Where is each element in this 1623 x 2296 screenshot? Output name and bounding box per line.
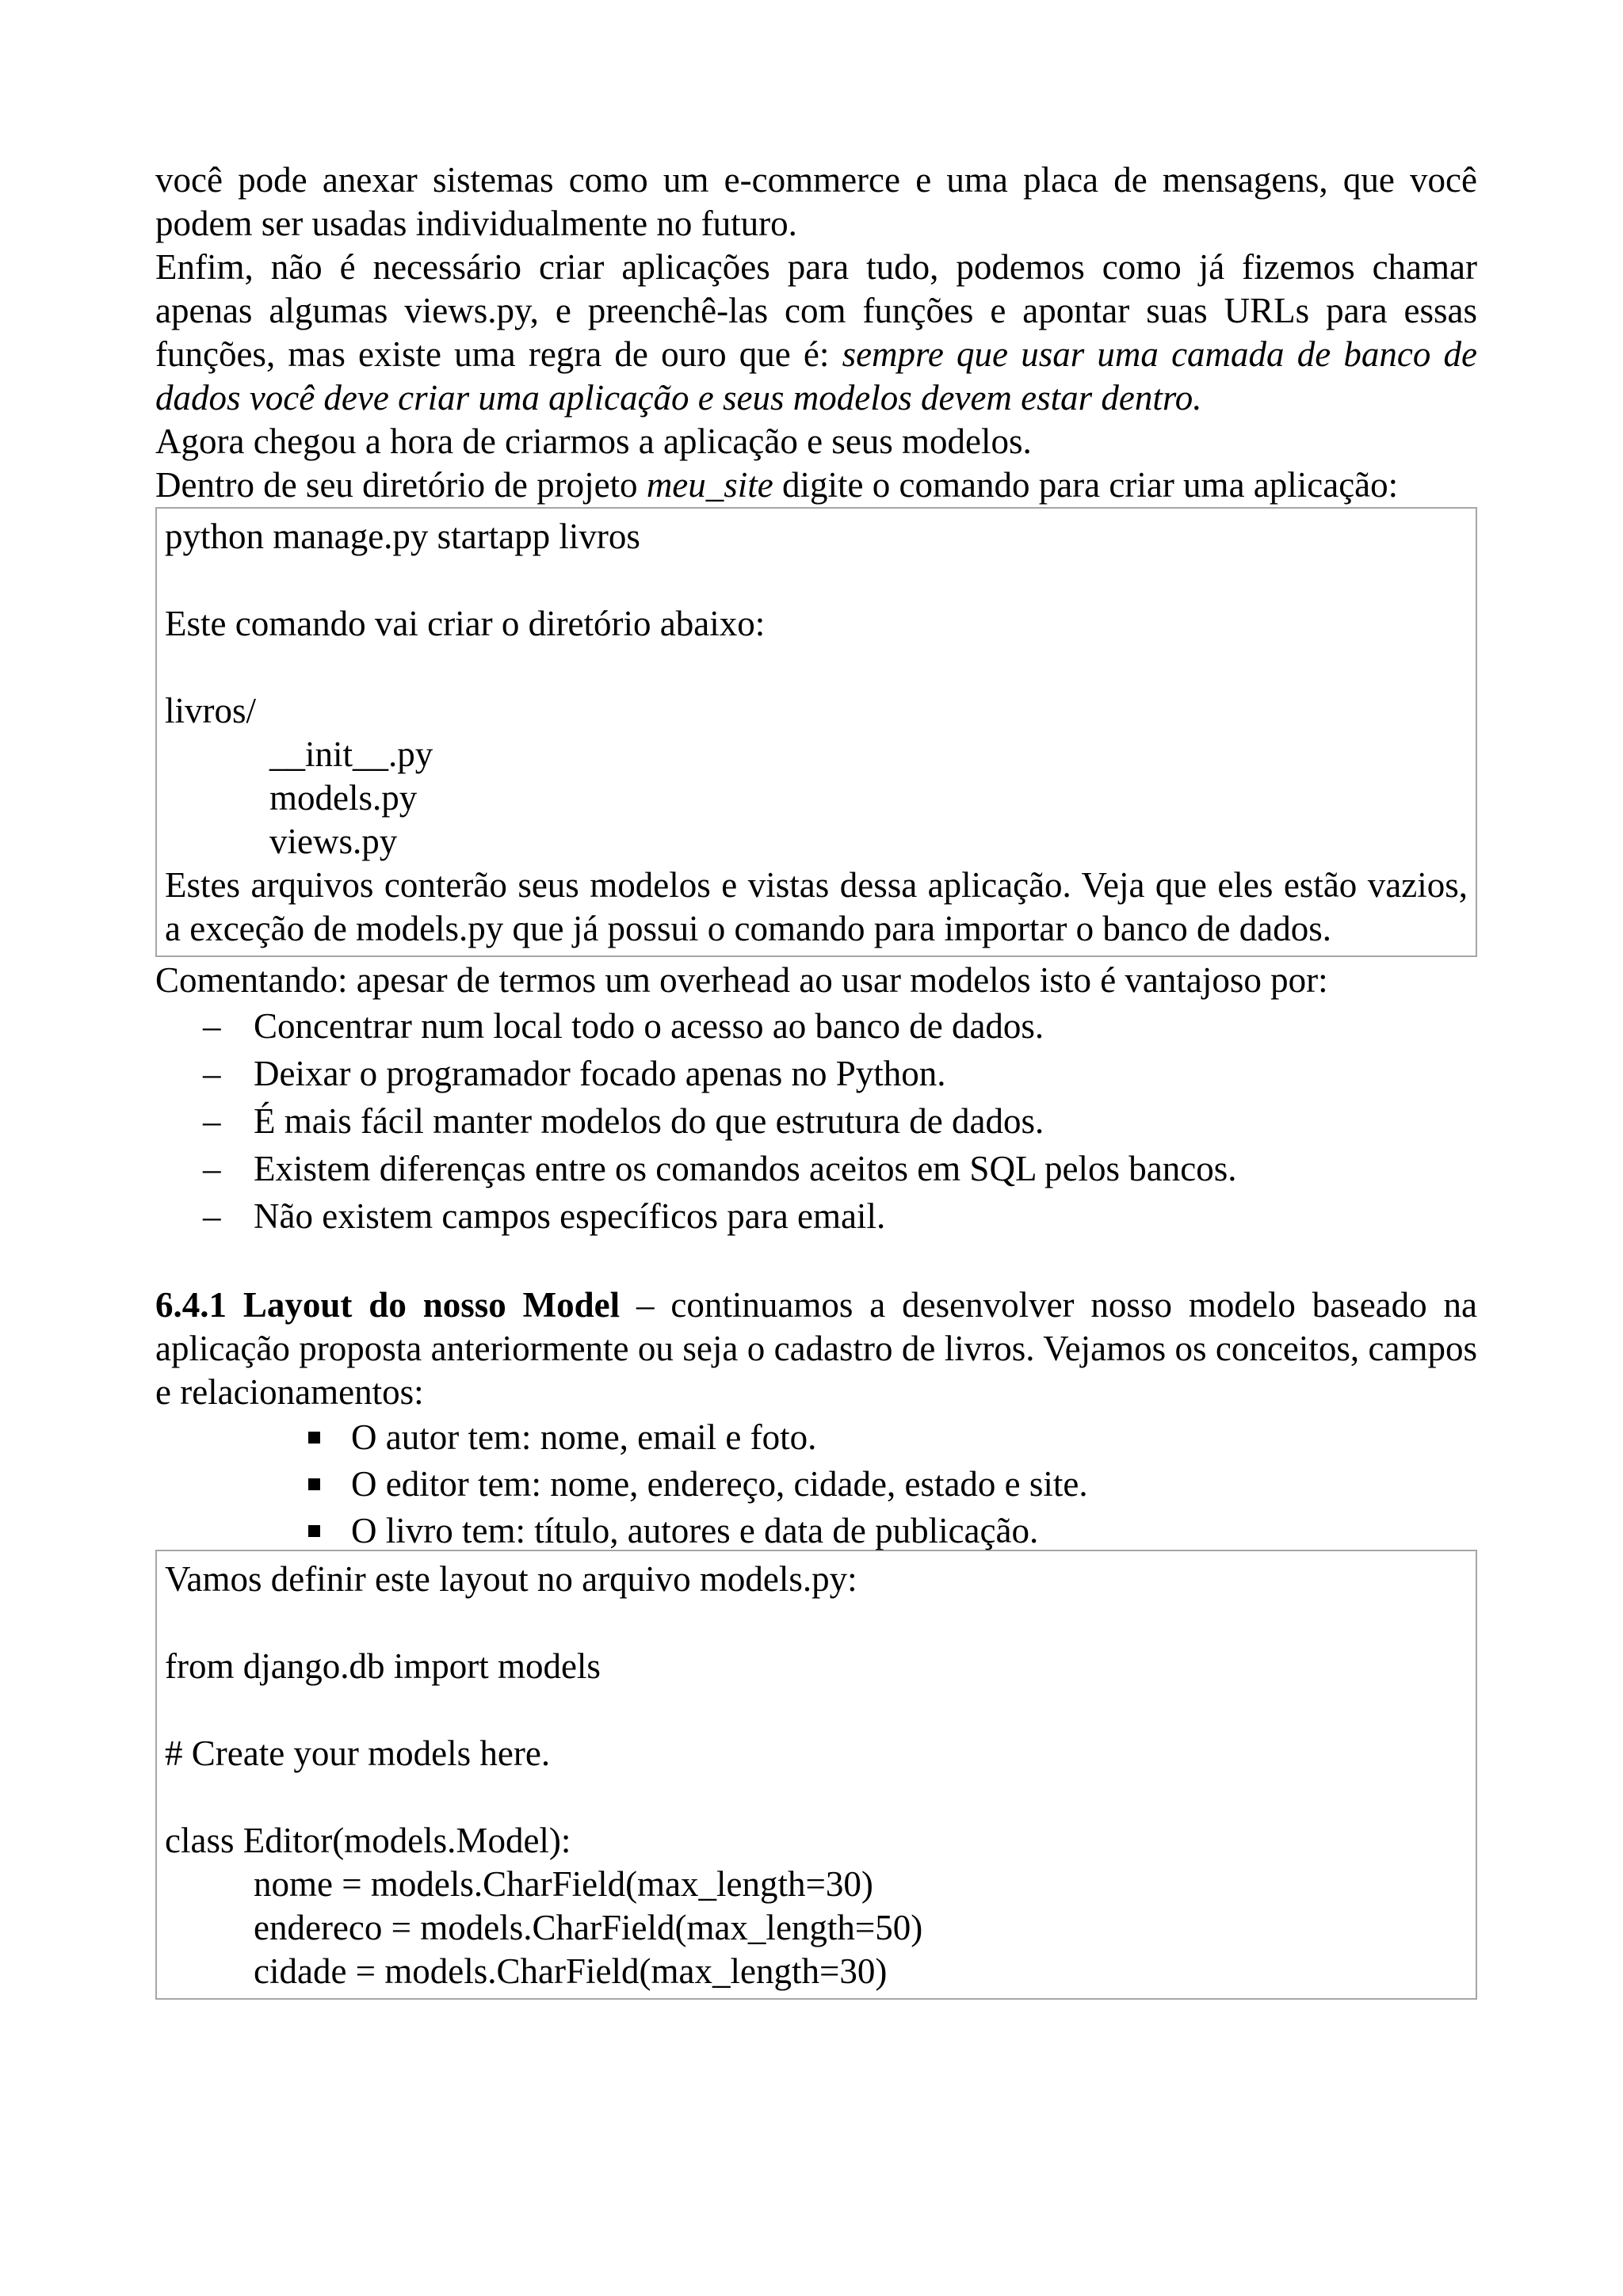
- list-item: – Não existem campos específicos para email.: [203, 1192, 1477, 1240]
- import-line: from django.db import models: [165, 1646, 601, 1686]
- comment-text: Comentando: apesar de termos um overhead ao usar modelos isto é vantajoso por:: [155, 960, 1328, 1000]
- list-item: O livro tem: título, autores e data de publicação.: [308, 1508, 1477, 1554]
- intro-paragraph-2-text: Enfim, não é necessário criar aplicações para tudo, podemos como já fizemos chamar apenas algumas views.py, e preenchê-las com funções e apontar suas URLs para essas funções, mas existe uma regra de ouro que é:: [155, 247, 1477, 374]
- intro-paragraph-1: você pode anexar sistemas como um e-commerce e uma placa de mensagens, que você podem ser usadas individualmente no futuro.: [155, 160, 1477, 243]
- intro-paragraph-2: [155, 246, 1477, 420]
- class-definition: class Editor(models.Model):: [165, 1821, 571, 1860]
- dash-bullet: –: [203, 1054, 221, 1093]
- dash-bullet: –: [203, 1101, 221, 1141]
- intro-paragraph-4: [155, 463, 1477, 507]
- square-bullet-icon: [308, 1432, 320, 1444]
- app-directory: livros/: [165, 691, 257, 730]
- project-dir-name: meu_site: [646, 465, 773, 505]
- intro-paragraph-4-end: digite o comando para criar uma aplicação:: [773, 465, 1399, 505]
- document-page: [155, 158, 1477, 2000]
- list-item: – Concentrar num local todo o acesso ao banco de dados.: [203, 1002, 1477, 1050]
- startapp-command: python manage.py startapp livros: [165, 517, 640, 556]
- list-item: – Existem diferenças entre os comandos aceitos em SQL pelos bancos.: [203, 1145, 1477, 1192]
- models-code-box: [155, 1550, 1477, 2000]
- square-bullet-icon: [308, 1525, 320, 1537]
- file-init: __init__.py: [269, 734, 433, 774]
- startapp-description: Este comando vai criar o diretório abaixo:: [165, 604, 766, 643]
- field-line: cidade = models.CharField(max_length=30): [254, 1951, 888, 1991]
- field-line: nome = models.CharField(max_length=30): [254, 1864, 873, 1904]
- square-bullet-icon: [308, 1478, 320, 1490]
- dash-bullet: –: [203, 1149, 221, 1188]
- intro-paragraph-4-text: Dentro de seu diretório de projeto: [155, 465, 647, 505]
- concepts-list: [155, 1414, 1477, 1554]
- section-heading: 6.4.1 Layout do nosso Model: [155, 1285, 621, 1325]
- startapp-code-box: [155, 507, 1477, 957]
- list-item: O editor tem: nome, endereço, cidade, estado e site.: [308, 1461, 1477, 1508]
- file-models: models.py: [269, 778, 418, 818]
- golden-rule-text: sempre que usar uma camada de banco de dados você deve criar uma aplicação e seus modelos devem estar dentro.: [155, 334, 1477, 418]
- file-views: views.py: [269, 822, 398, 861]
- code-comment: # Create your models here.: [165, 1733, 551, 1773]
- field-line: endereco = models.CharField(max_length=50): [254, 1908, 923, 1947]
- section-paragraph: [155, 1283, 1477, 1414]
- section-text: – continuamos a desenvolver nosso modelo baseado na aplicação proposta anteriormente ou seja o cadastro de livros. Vejamos os conceitos, campos e relacionamentos:: [155, 1285, 1477, 1412]
- intro-paragraph-3: Agora chegou a hora de criarmos a aplicação e seus modelos.: [155, 421, 1032, 461]
- dash-bullet: –: [203, 1196, 221, 1236]
- files-note: Estes arquivos conterão seus modelos e vistas dessa aplicação. Veja que eles estão vazios, a exceção de models.py que já possui o comando para importar o banco de dados.: [165, 865, 1468, 948]
- list-item: – Deixar o programador focado apenas no Python.: [203, 1050, 1477, 1097]
- list-item: O autor tem: nome, email e foto.: [308, 1414, 1477, 1461]
- list-item: – É mais fácil manter modelos do que estrutura de dados.: [203, 1097, 1477, 1145]
- models-intro: Vamos definir este layout no arquivo models.py:: [165, 1559, 857, 1599]
- dash-bullet: –: [203, 1006, 221, 1046]
- advantages-list: [155, 1002, 1477, 1240]
